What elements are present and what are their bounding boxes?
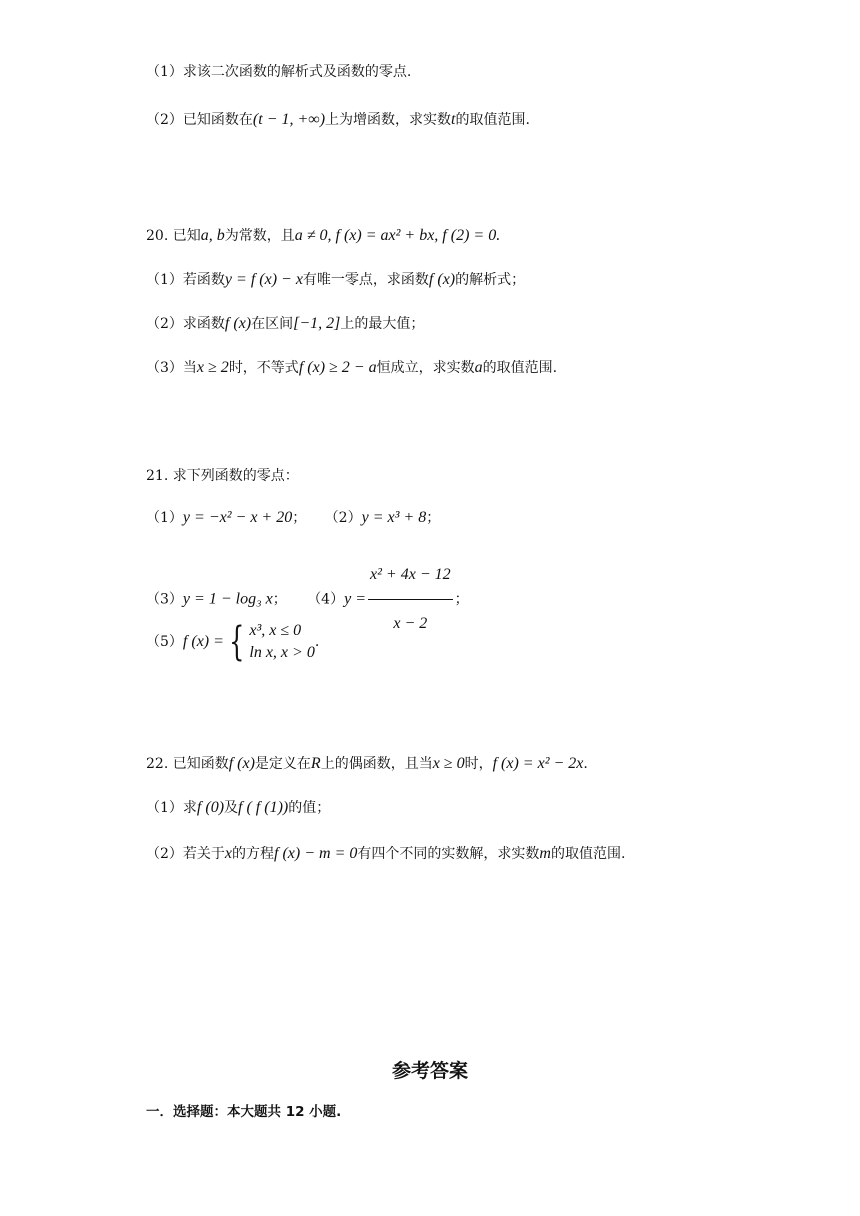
q20-part1: （1）若函数y = f (x) − x有唯一零点，求函数f (x)的解析式； [146,271,526,288]
piecewise-cases: x³, x ≤ 0 ln x, x > 0 [249,622,315,661]
fraction: $\frac{\text{x² + 4x − 12}}{x - 2}$ [368,552,453,647]
q20-stem: 20. 已知a, b为常数，且a ≠ 0, f (x) = ax² + bx, f (2) = 0. [146,227,501,244]
answers-title: 参考答案 [391,1060,468,1082]
q21-parts-1-2: （1）y = −x² − x + 20； （2）y = x³ + 8； [146,509,441,526]
q20-part2: （2）求函数f (x)在区间[−1, 2]上的最大值； [146,315,425,332]
q22-stem: 22. 已知函数f (x)是定义在R上的偶函数，且当x ≥ 0时，f (x) = x² − 2x. [146,755,588,772]
q22-part1: （1）求f (0)及f ( f (1))的值； [146,799,331,816]
left-brace-icon: { [229,619,245,665]
q22-part2: （2）若关于x的方程f (x) − m = 0有四个不同的实数解，求实数m的取值范围. [146,845,626,862]
math-var-t: t [451,111,456,128]
q20-part3: （3）当x ≥ 2时，不等式f (x) ≥ 2 − a恒成立，求实数a的取值范围. [146,359,558,376]
q21-part5: （5）f (x) = { x³, x ≤ 0 ln x, x > 0 . [146,619,320,665]
q21-stem: 21. 求下列函数的零点： [146,468,299,484]
math-interval: (t − 1, +∞) [252,111,326,128]
q19-part1: （1）求该二次函数的解析式及函数的零点. [146,64,412,80]
answers-section-heading: 一．选择题：本大题共 12 小题. [146,1104,342,1120]
q21-parts-3-4: （3）y = 1 − log₃ x； （4）y = $\frac{\text{x² + 4x − 12}}{x - 2}$ ； [146,552,469,647]
q19-part2: （2）已知函数在(t − 1, +∞)上为增函数，求实数t的取值范围. [146,111,530,128]
